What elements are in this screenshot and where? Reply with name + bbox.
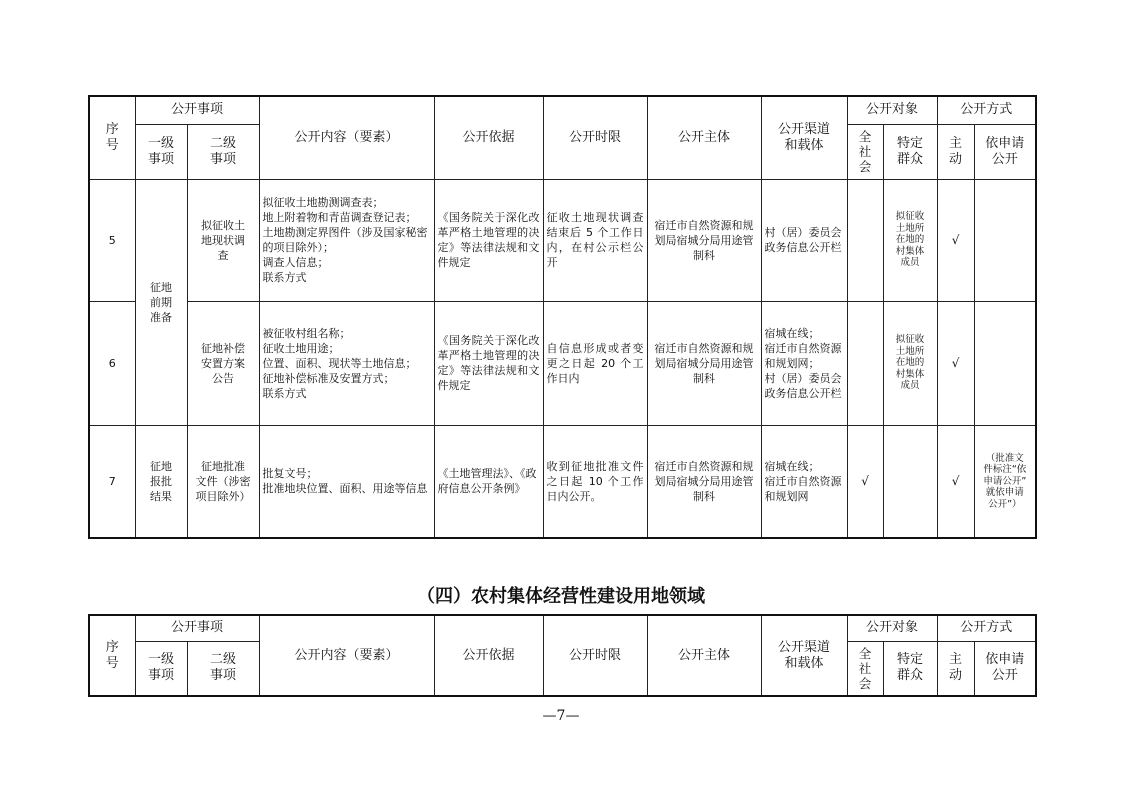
header-basis: 公开依据 [434, 615, 543, 696]
row-subject: 宿迁市自然资源和规划局宿城分局用途管制科 [647, 425, 761, 538]
row-content: 被征收村组名称； 征收土地用途； 位置、面积、现状等土地信息； 征地补偿标准及安置方式； 联系方式 [259, 301, 434, 425]
table-row [89, 179, 1036, 301]
table-row [89, 425, 1036, 538]
header-channel: 公开渠道 和载体 [761, 96, 847, 179]
header-method: 公开方式 [937, 615, 1036, 641]
row-level2: 征地补偿 安置方案 公告 [187, 301, 259, 425]
row-channel: 宿城在线； 宿迁市自然资源和规划网 [761, 425, 847, 538]
header-on-request: 依申请 公开 [974, 641, 1036, 696]
row-specific-group: 拟征收 土地所 在地的 村集体 成员 [883, 301, 937, 425]
group-label-prep: 征地 前期 准备 [135, 179, 187, 425]
disclosure-table-land-acquisition [88, 95, 1037, 539]
disclosure-table-collective-land [88, 614, 1037, 697]
header-seq: 序 号 [89, 615, 135, 696]
row-subject: 宿迁市自然资源和规划局宿城分局用途管制科 [647, 179, 761, 301]
row-seq: 6 [89, 301, 135, 425]
row-time-limit: 收到征地批准文件之日起 10 个工作日内公开。 [543, 425, 647, 538]
header-target: 公开对象 [847, 615, 937, 641]
row-channel: 村（居）委员会政务信息公开栏 [761, 179, 847, 301]
row-specific-group: 拟征收 土地所 在地的 村集体 成员 [883, 179, 937, 301]
row-level2: 征地批准 文件（涉密 项目除外） [187, 425, 259, 538]
row-on-request: （批准文 件标注“依 申请公开” 就依申请 公开”） [974, 425, 1036, 538]
header-content: 公开内容（要素） [259, 615, 434, 696]
header-active: 主 动 [937, 641, 974, 696]
header-level1: 一级 事项 [135, 641, 187, 696]
header-subject: 公开主体 [647, 96, 761, 179]
table-row [89, 301, 1036, 425]
header-seq: 序 号 [89, 96, 135, 179]
row-time-limit: 自信息形成或者变更之日起 20 个工作日内 [543, 301, 647, 425]
header-channel: 公开渠道 和载体 [761, 615, 847, 696]
row-time-limit: 征收土地现状调查结束后 5 个工作日内，在村公示栏公开 [543, 179, 647, 301]
header-level2: 二级 事项 [187, 641, 259, 696]
row-all-society-check: √ [847, 425, 883, 538]
header-level1: 一级 事项 [135, 124, 187, 179]
row-channel: 宿城在线； 宿迁市自然资源和规划网； 村（居）委员会政务信息公开栏 [761, 301, 847, 425]
header-specific-group: 特定 群众 [883, 641, 937, 696]
row-subject: 宿迁市自然资源和规划局宿城分局用途管制科 [647, 301, 761, 425]
row-active-check: √ [937, 301, 974, 425]
row-content: 拟征收土地勘测调查表； 地上附着物和青苗调查登记表； 土地勘测定界图件（涉及国家秘密的项目除外）； 调查人信息； 联系方式 [259, 179, 434, 301]
header-on-request: 依申请 公开 [974, 124, 1036, 179]
row-active-check: √ [937, 425, 974, 538]
row-content: 批复文号； 批准地块位置、面积、用途等信息 [259, 425, 434, 538]
row-seq: 5 [89, 179, 135, 301]
group-label-approval: 征地 报批 结果 [135, 425, 187, 538]
section-title: （四）农村集体经营性建设用地领域 [417, 586, 705, 607]
row-specific-group [883, 425, 937, 538]
row-on-request [974, 179, 1036, 301]
page-number: —7— [542, 708, 580, 724]
row-on-request [974, 301, 1036, 425]
row-basis: 《国务院关于深化改革严格土地管理的决定》等法律法规和文件规定 [434, 179, 543, 301]
row-basis: 《国务院关于深化改革严格土地管理的决定》等法律法规和文件规定 [434, 301, 543, 425]
row-all-society [847, 301, 883, 425]
header-time-limit: 公开时限 [543, 96, 647, 179]
header-items: 公开事项 [135, 615, 259, 641]
header-all-society: 全 社 会 [847, 641, 883, 696]
header-active: 主 动 [937, 124, 974, 179]
header-all-society: 全 社 会 [847, 124, 883, 179]
header-level2: 二级 事项 [187, 124, 259, 179]
row-active-check: √ [937, 179, 974, 301]
header-method: 公开方式 [937, 96, 1036, 124]
header-items: 公开事项 [135, 96, 259, 124]
header-basis: 公开依据 [434, 96, 543, 179]
header-target: 公开对象 [847, 96, 937, 124]
row-basis: 《土地管理法》、《政府信息公开条例》 [434, 425, 543, 538]
header-specific-group: 特定 群众 [883, 124, 937, 179]
row-all-society [847, 179, 883, 301]
row-seq: 7 [89, 425, 135, 538]
header-content: 公开内容（要素） [259, 96, 434, 179]
header-subject: 公开主体 [647, 615, 761, 696]
header-time-limit: 公开时限 [543, 615, 647, 696]
row-level2: 拟征收土 地现状调 查 [187, 179, 259, 301]
